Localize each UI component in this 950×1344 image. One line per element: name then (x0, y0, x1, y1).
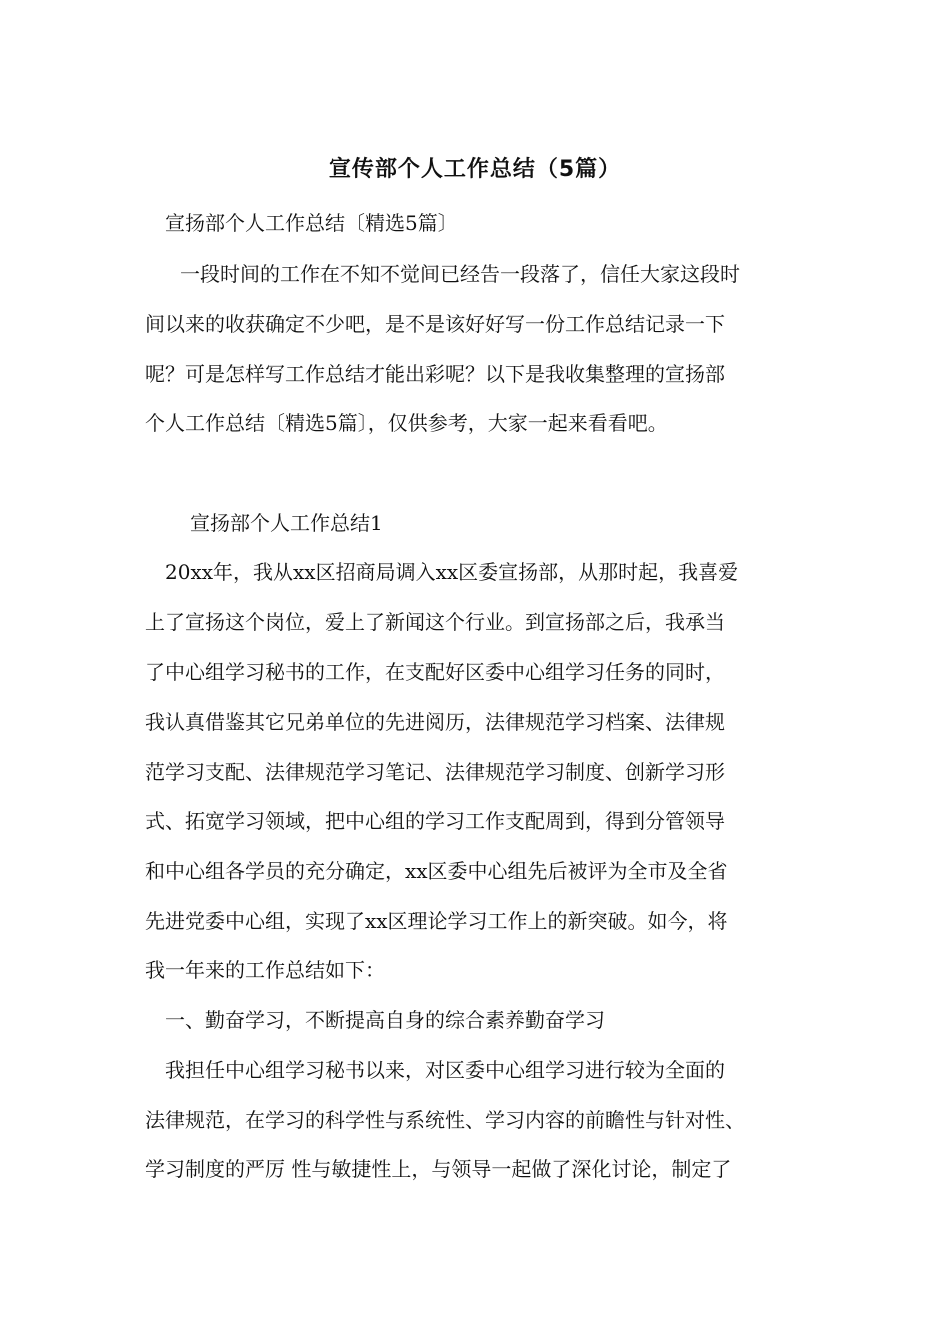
body-line: 上了宣扬这个岗位，爱上了新闻这个行业。到宣扬部之后，我承当 (145, 610, 725, 634)
body-line: 了中心组学习秘书的工作，在支配好区委中心组学习任务的同时， (145, 660, 725, 684)
body-line: 我一年来的工作总结如下： (145, 958, 385, 982)
subheading: 一、勤奋学习，不断提高自身的综合素养勤奋学习 (165, 1008, 605, 1032)
intro-line: 间以来的收获确定不少吧，是不是该好好写一份工作总结记录一下 (145, 312, 725, 336)
body-line: 式、拓宽学习领域，把中心组的学习工作支配周到，得到分管领导 (145, 809, 725, 833)
body-line: 和中心组各学员的充分确定，xx区委中心组先后被评为全市及全省 (145, 859, 728, 883)
intro-line: 一段时间的工作在不知不觉间已经告一段落了，信任大家这段时 (180, 262, 740, 286)
document-title: 宣传部个人工作总结（5篇） (328, 157, 622, 182)
document-subtitle: 宣扬部个人工作总结〔精选5篇〕 (165, 211, 458, 235)
section-heading: 宣扬部个人工作总结1 (190, 511, 383, 535)
body-line: 范学习支配、法律规范学习笔记、法律规范学习制度、创新学习形 (145, 760, 725, 784)
body-line: 我认真借鉴其它兄弟单位的先进阅历，法律规范学习档案、法律规 (145, 710, 725, 734)
intro-line: 呢？可是怎样写工作总结才能出彩呢？以下是我收集整理的宣扬部 (145, 362, 725, 386)
body-line: 学习制度的严厉 性与敏捷性上，与领导一起做了深化讨论，制定了 (145, 1157, 732, 1181)
body-line: 我担任中心组学习秘书以来，对区委中心组学习进行较为全面的 (165, 1058, 725, 1082)
intro-line: 个人工作总结〔精选5篇〕，仅供参考，大家一起来看看吧。 (145, 411, 668, 435)
body-line: 20xx年，我从xx区招商局调入xx区委宣扬部，从那时起，我喜爱 (165, 560, 739, 584)
body-line: 先进党委中心组，实现了xx区理论学习工作上的新突破。如今，将 (145, 909, 728, 933)
body-line: 法律规范，在学习的科学性与系统性、学习内容的前瞻性与针对性、 (145, 1108, 745, 1132)
